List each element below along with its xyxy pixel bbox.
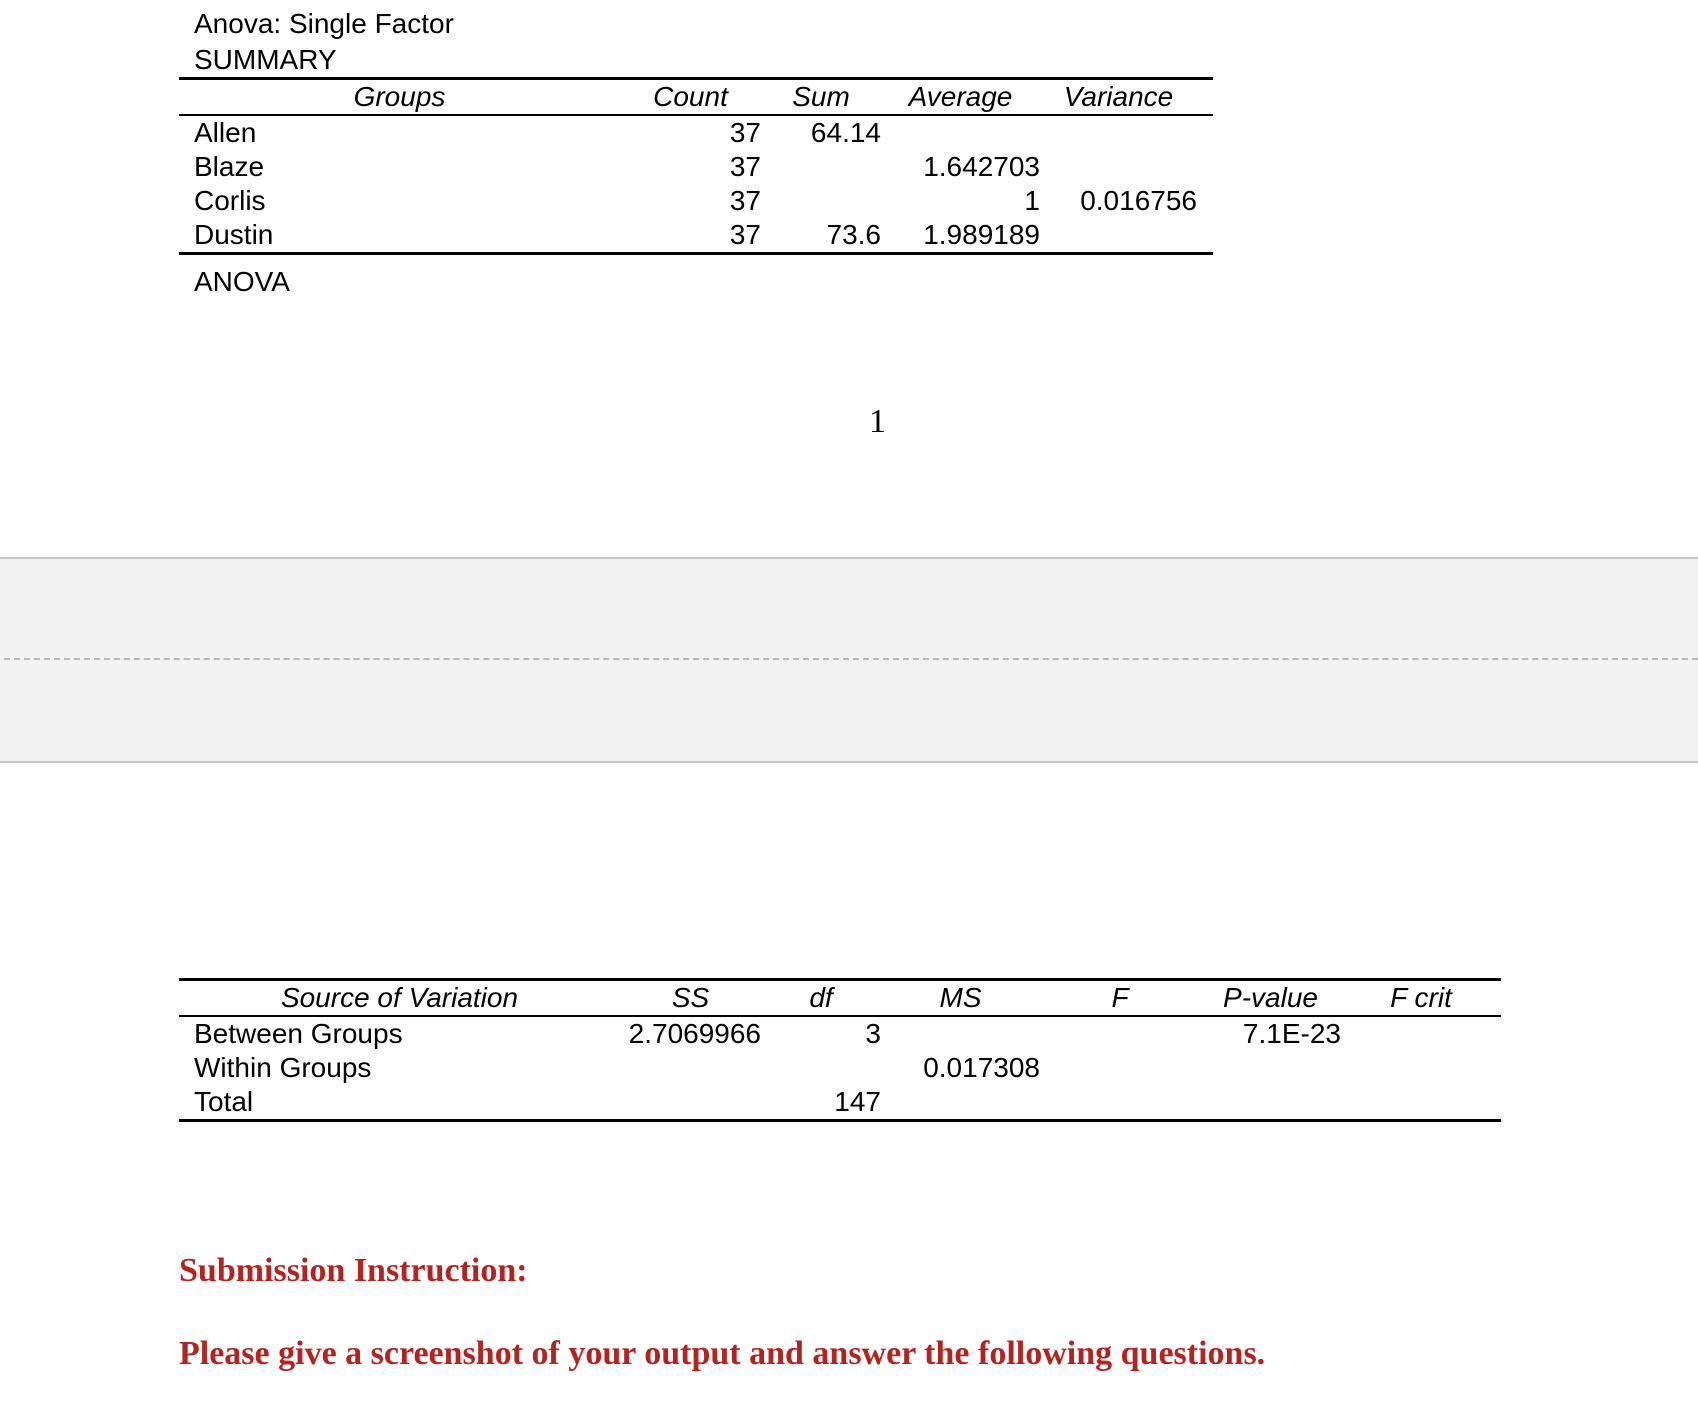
cell-p-value — [1200, 1051, 1341, 1085]
header-sum: Sum — [792, 81, 850, 112]
cell-variance — [1040, 150, 1213, 184]
submission-body: Please give a screenshot of your output and answer the following questions. — [179, 1335, 1266, 1372]
cell-variance — [1040, 115, 1213, 150]
cell-average: 1.642703 — [923, 151, 1040, 182]
cell-p-value: 7.1E-23 — [1242, 1018, 1341, 1049]
header-ss: SS — [671, 982, 710, 1013]
header-f: F — [1111, 982, 1129, 1013]
anova-header-row — [179, 980, 1501, 1017]
cell-sum: 64.14 — [810, 117, 881, 148]
cell-f — [1040, 1085, 1200, 1121]
cell-p-value — [1200, 1085, 1341, 1121]
header-f-crit: F crit — [1390, 982, 1452, 1013]
cell-group: Blaze — [194, 151, 265, 182]
cell-ms — [881, 1085, 1040, 1121]
cell-variance: 0.016756 — [1080, 185, 1197, 216]
header-count: Count — [653, 81, 728, 112]
cell-group: Allen — [194, 117, 257, 148]
table-row — [179, 184, 1213, 218]
table-row — [179, 115, 1213, 150]
cell-group: Corlis — [194, 185, 266, 216]
table-row — [179, 1085, 1501, 1121]
cell-sum — [761, 150, 881, 184]
cell-source: Total — [194, 1086, 254, 1117]
page-number: 1 — [869, 403, 886, 440]
cell-ms: 0.017308 — [923, 1052, 1040, 1083]
header-groups: Groups — [353, 81, 446, 112]
summary-label: SUMMARY — [194, 44, 337, 75]
cell-source: Within Groups — [194, 1052, 372, 1083]
cell-count: 37 — [729, 117, 761, 148]
header-source: Source of Variation — [280, 982, 519, 1013]
cell-ss: 2.7069966 — [628, 1018, 761, 1049]
table-row — [179, 1051, 1501, 1085]
cell-group: Dustin — [194, 219, 274, 250]
cell-sum — [761, 184, 881, 218]
header-ms: MS — [939, 982, 982, 1013]
cell-count: 37 — [729, 151, 761, 182]
cell-df: 3 — [865, 1018, 881, 1049]
cell-df: 147 — [834, 1086, 881, 1117]
header-average: Average — [908, 81, 1013, 112]
header-variance: Variance — [1063, 81, 1174, 112]
table-row — [179, 218, 1213, 254]
cell-f-crit — [1341, 1051, 1501, 1085]
submission-heading: Submission Instruction: — [179, 1252, 528, 1289]
cell-df — [761, 1051, 881, 1085]
cell-count: 37 — [729, 185, 761, 216]
cell-average: 1 — [1024, 185, 1040, 216]
cell-f — [1040, 1016, 1200, 1051]
summary-table — [179, 77, 1213, 255]
summary-header-row — [179, 79, 1213, 116]
cell-variance — [1040, 218, 1213, 254]
cell-sum: 73.6 — [826, 219, 881, 250]
cell-count: 37 — [729, 219, 761, 250]
anova-table — [179, 978, 1501, 1122]
cell-f — [1040, 1051, 1200, 1085]
page-break-band — [0, 557, 1698, 763]
cell-f-crit — [1341, 1016, 1501, 1051]
cell-ss — [620, 1051, 761, 1085]
cell-ms — [881, 1016, 1040, 1051]
anova-label: ANOVA — [194, 266, 290, 297]
header-p-value: P-value — [1223, 982, 1318, 1013]
doc-title: Anova: Single Factor — [194, 8, 454, 39]
cell-ss — [620, 1085, 761, 1121]
cell-average: 1.989189 — [923, 219, 1040, 250]
table-row — [179, 150, 1213, 184]
page-break-dashed-line — [4, 658, 1698, 660]
cell-source: Between Groups — [194, 1018, 403, 1049]
header-df: df — [809, 982, 833, 1013]
cell-f-crit — [1341, 1085, 1501, 1121]
table-row — [179, 1016, 1501, 1051]
cell-average — [881, 115, 1040, 150]
